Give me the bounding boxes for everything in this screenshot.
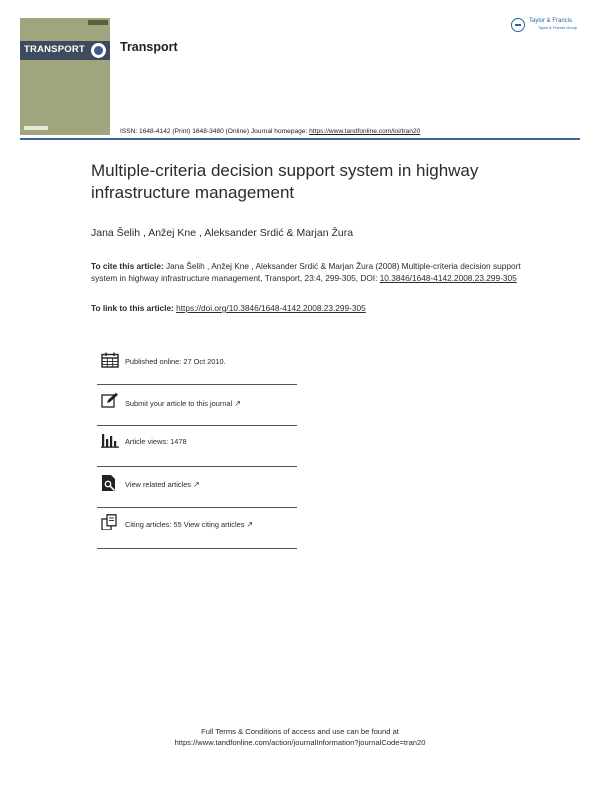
journal-cover [20, 18, 110, 135]
link-label: To link to this article: [91, 303, 177, 313]
related-articles-item[interactable] [97, 466, 297, 508]
cover-title: TRANSPORT [24, 44, 85, 55]
calendar-icon [101, 352, 119, 368]
publisher-logo [511, 17, 583, 35]
article-title: Multiple-criteria decision support system in highway infrastructure management [91, 161, 479, 202]
cover-publisher-mark [24, 126, 48, 130]
citing-documents-icon [101, 514, 119, 530]
footer [0, 726, 600, 748]
related-articles-label: View related articles [125, 480, 191, 489]
cite-text: Jana Šelih , Anžej Kne , Aleksander Srdić & Marjan Žura (2008) Multiple-criteria decision support system in highway infrastructure management, Transport, 23:4, 299-305, DOI: [91, 261, 521, 283]
article-authors: Jana Šelih , Anžej Kne , Aleksander Srdić & Marjan Žura [91, 227, 354, 239]
header-divider [20, 138, 580, 140]
logo-circle-icon [511, 18, 525, 32]
logo-subtext: Taylor & Francis Group [538, 26, 577, 30]
external-link-icon: ↗ [234, 399, 241, 408]
citing-articles-label: Citing articles: 55 View citing articles [125, 520, 245, 529]
footer-terms-text: Full Terms & Conditions of access and use can be found at [201, 727, 399, 736]
published-online-item [97, 343, 297, 385]
submit-article-item[interactable] [97, 384, 297, 426]
article-link-block [91, 303, 366, 313]
issn-line [120, 128, 420, 135]
citation-block [91, 261, 521, 284]
bar-chart-icon [101, 432, 119, 448]
published-date-text: Published online: 27 Oct 2010. [125, 357, 226, 366]
logo-text: Taylor & Francis [529, 18, 573, 24]
cover-strip [88, 20, 108, 25]
external-link-icon: ↗ [246, 520, 254, 529]
journal-homepage-link[interactable]: https://www.tandfonline.com/loi/tran20 [309, 128, 421, 135]
cite-label: To cite this article: [91, 261, 164, 271]
article-views-text: Article views: 1478 [125, 437, 187, 446]
doi-link[interactable]: 10.3846/1648-4142.2008.23.299-305 [379, 272, 517, 283]
submit-article-label: Submit your article to this journal [125, 399, 233, 408]
external-link-icon: ↗ [193, 480, 200, 489]
citing-articles-item[interactable] [97, 507, 297, 549]
journal-name: Transport [120, 40, 178, 54]
footer-journal-info-link[interactable]: https://www.tandfonline.com/action/journalInformation?journalCode=tran20 [174, 738, 426, 747]
citing-articles-link[interactable] [125, 520, 253, 529]
related-articles-link[interactable] [125, 480, 200, 489]
search-document-icon [101, 475, 119, 491]
edit-icon [101, 392, 119, 408]
article-doi-link[interactable]: https://doi.org/10.3846/1648-4142.2008.23.299-305 [176, 303, 366, 313]
issn-text: ISSN: 1648-4142 (Print) 1648-3480 (Online) Journal homepage: [120, 128, 310, 135]
submit-article-link[interactable] [125, 399, 241, 408]
cover-emblem-icon [91, 43, 106, 58]
article-views-item [97, 425, 297, 467]
